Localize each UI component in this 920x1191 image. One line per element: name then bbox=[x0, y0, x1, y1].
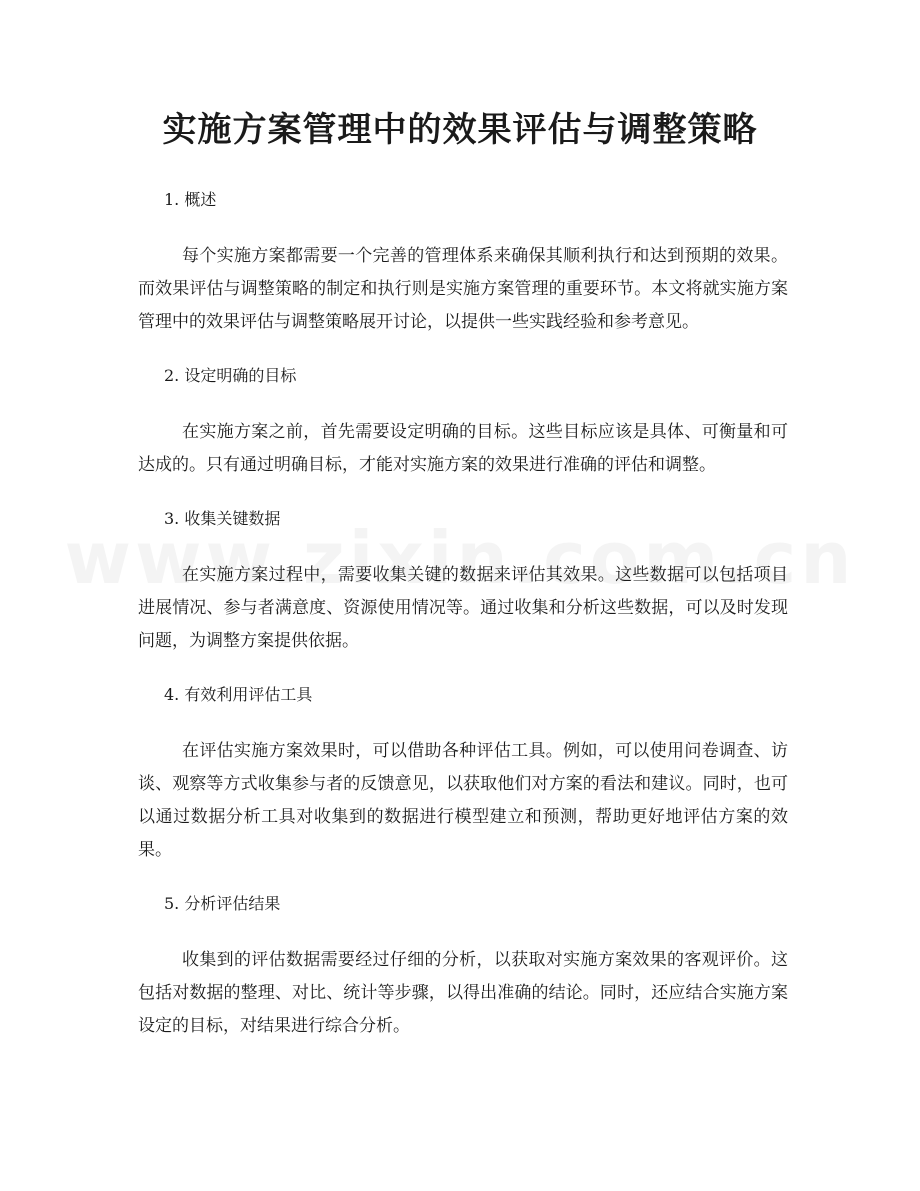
section-paragraph: 在实施方案过程中，需要收集关键的数据来评估其效果。这些数据可以包括项目进展情况、参与者满意度、资源使用情况等。通过收集和分析这些数据，可以及时发现问题，为调整方案提供依据。 bbox=[138, 565, 788, 651]
document-body bbox=[138, 186, 788, 1066]
section-paragraph: 在实施方案之前，首先需要设定明确的目标。这些目标应该是具体、可衡量和可达成的。只有通过明确目标，才能对实施方案的效果进行准确的评估和调整。 bbox=[138, 422, 788, 475]
section-heading: 2. 设定明确的目标 bbox=[164, 366, 297, 385]
section-heading: 1. 概述 bbox=[164, 190, 217, 209]
document-title: 实施方案管理中的效果评估与调整策略 bbox=[162, 110, 758, 150]
section-collect-data bbox=[138, 505, 788, 658]
section-paragraph: 收集到的评估数据需要经过仔细的分析，以获取对实施方案效果的客观评价。这包括对数据的整理、对比、统计等步骤，以得出准确的结论。同时，还应结合实施方案设定的目标，对结果进行综合分析。 bbox=[138, 950, 788, 1036]
section-overview bbox=[138, 186, 788, 339]
section-heading: 4. 有效利用评估工具 bbox=[164, 685, 313, 704]
section-evaluation-tools bbox=[138, 681, 788, 867]
section-set-goals bbox=[138, 362, 788, 482]
section-heading: 5. 分析评估结果 bbox=[164, 894, 281, 913]
section-paragraph: 每个实施方案都需要一个完善的管理体系来确保其顺利执行和达到预期的效果。而效果评估与调整策略的制定和执行则是实施方案管理的重要环节。本文将就实施方案管理中的效果评估与调整策略展开讨论，以提供一些实践经验和参考意见。 bbox=[138, 246, 788, 332]
section-heading: 3. 收集关键数据 bbox=[164, 509, 281, 528]
section-paragraph: 在评估实施方案效果时，可以借助各种评估工具。例如，可以使用问卷调查、访谈、观察等方式收集参与者的反馈意见，以获取他们对方案的看法和建议。同时，也可以通过数据分析工具对收集到的数据进行模型建立和预测，帮助更好地评估方案的效果。 bbox=[138, 741, 788, 860]
section-analyze-results bbox=[138, 890, 788, 1043]
